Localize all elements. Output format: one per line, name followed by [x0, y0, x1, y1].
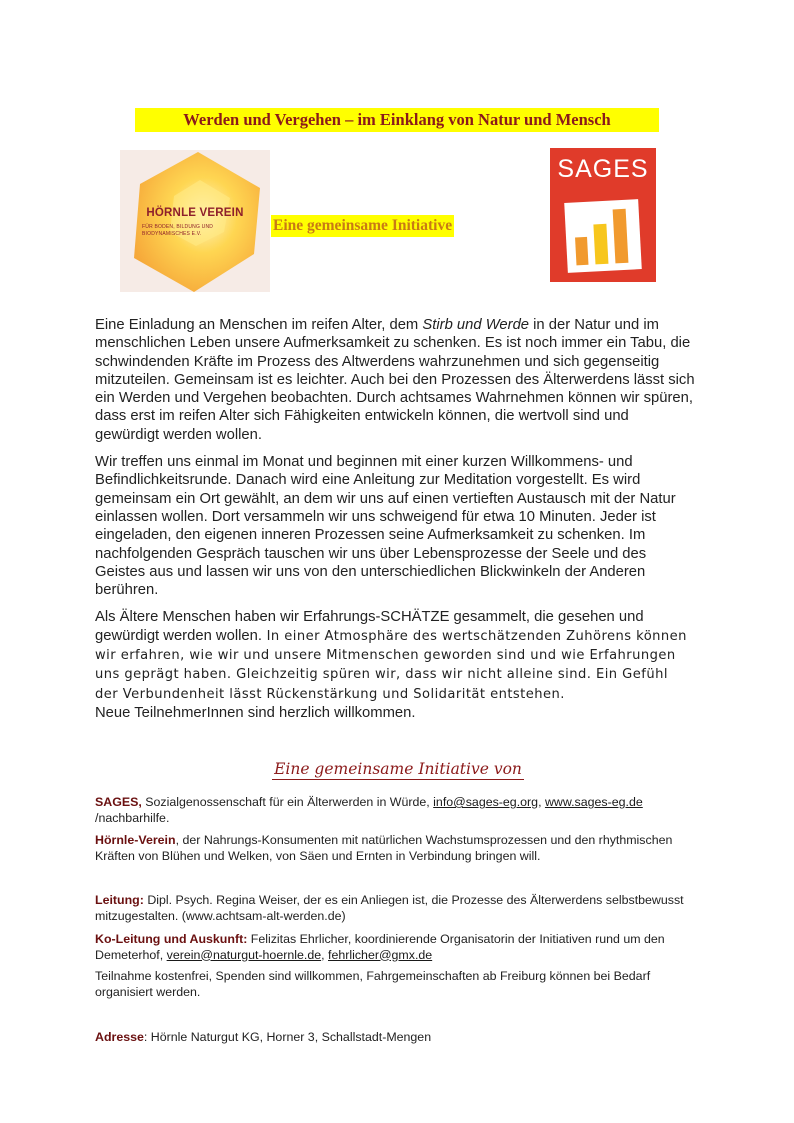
sages-email-link[interactable]: info@sages-eg.org	[433, 795, 539, 809]
sages-info: SAGES, Sozialgenossenschaft für ein Älterwerden in Würde, info@sages-eg.org, www.sages-eg.de /nachbarhilfe.	[95, 795, 643, 825]
hoernle-logo-name: HÖRNLE VEREIN	[146, 207, 244, 219]
main-text	[95, 316, 695, 722]
paragraph-meetings: Wir treffen uns einmal im Monat und beginnen mit einer kurzen Willkommens- und Befindlichkeitsrunde. Danach wird eine Anleitung zur Meditation vorgestellt. Es wird gemeinsam ein Ort gewählt, an dem wir uns auf einen vertieften Austausch mit der Natur einlassen wollen. Dort versammeln wir uns schweigend für etwa 10 Minuten. Jeder ist eingeladen, den eigenen inneren Prozessen seine Aufmerksamkeit zu schenken. Im nachfolgenden Gespräch tauschen wir uns über Lebensprozesse der Seele und des Geistes aus und lassen wir uns von den unterschiedlichen Blickwinkeln der Anderen berühren.	[95, 454, 676, 599]
hoernle-logo-subtitle: FÜR BODEN, BILDUNG UND BIODYNAMISCHES E.V.	[142, 224, 214, 237]
hoernle-blossom-icon	[120, 150, 270, 292]
adresse-info: Adresse: Hörnle Naturgut KG, Horner 3, Schallstadt-Mengen	[95, 1030, 432, 1044]
leitung-info: Leitung: Dipl. Psych. Regina Weiser, der es ein Anliegen ist, die Prozesse des Älterwerdens selbstbewusst mitzugestalten. (www.achtsam-alt-werden.de)	[95, 893, 684, 923]
sages-logo-name: SAGES	[557, 155, 649, 183]
fehrlicher-email-link[interactable]: fehrlicher@gmx.de	[328, 947, 433, 962]
sages-bars-icon	[550, 148, 656, 282]
paragraph-invitation: Eine Einladung an Menschen im reifen Alter, dem Stirb und Werde in der Natur und im menschlichen Leben unsere Aufmerksamkeit zu schenken. Es ist noch immer ein Tabu, die schwindenden Kräfte im Prozess des Altwerdens wahrzunehmen und sich gegenseitig mitzuteilen. Gemeinsam ist es leichter. Auch bei den Prozessen des Älterwerdens lässt sich ein Werden und Vergehen beobachten. Durch achtsames Wahrnehmen können wir spüren, dass erst im reifen Alter sich Fähigkeiten entwickeln können, die wertvoll sind und gewürdigt werden wollen.	[95, 317, 695, 443]
sages-logo	[550, 148, 656, 282]
initiative-subheading: Eine gemeinsame Initiative von	[272, 760, 524, 780]
teilnahme-info: Teilnahme kostenfrei, Spenden sind willkommen, Fahrgemeinschaften ab Freiburg können bei Bedarf organisiert werden.	[95, 969, 651, 999]
verein-email-link[interactable]: verein@naturgut-hoernle.de	[166, 947, 322, 962]
page-title: Werden und Vergehen – im Einklang von Natur und Mensch	[135, 108, 659, 132]
stirb-und-werde: Stirb und Werde	[422, 317, 530, 333]
paragraph-experience: Als Ältere Menschen haben wir Erfahrungs-SCHÄTZE gesammelt, die gesehen und gewürdigt werden wollen. In einer Atmosphäre des wertschätzenden Zuhörens können wir erfahren, wie wir und unsere Mitmenschen geworden sind und wie Erfahrungen uns geprägt haben. Gleichzeitig spüren wir, dass wir nicht alleine sind. Ein Gefühl der Verbundenheit lässt Rückenstärkung und Solidarität entstehen. Neue TeilnehmerInnen sind herzlich willkommen.	[95, 609, 687, 721]
koleitung-info: Ko-Leitung und Auskunft: Felizitas Ehrlicher, koordinierende Organisatorin der Initiativen rund um den Demeterhof, verein@naturgut-hoernle.de, fehrlicher@gmx.de	[95, 932, 665, 962]
initiative-label: Eine gemeinsame Initiative	[271, 215, 454, 237]
hoernle-info: Hörnle-Verein, der Nahrungs-Konsumenten mit natürlichen Wachstumsprozessen und den rhythmischen Kräften von Blühen und Welken, von Säen und Ernten in Verbindung bringen will.	[95, 833, 673, 863]
welcome-line: Neue TeilnehmerInnen sind herzlich willkommen.	[95, 704, 416, 721]
hoernle-verein-logo	[120, 150, 270, 292]
sages-website-link[interactable]: www.sages-eg.de	[544, 795, 643, 809]
